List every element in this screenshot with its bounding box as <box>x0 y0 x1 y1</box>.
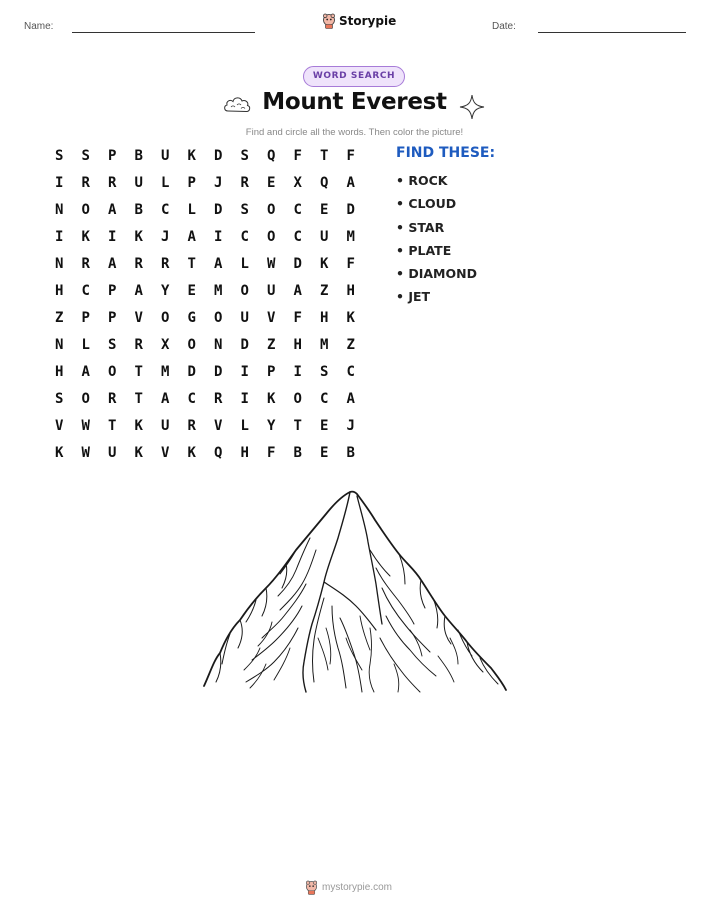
grid-letter[interactable]: K <box>81 229 90 245</box>
grid-letter[interactable]: P <box>187 175 196 191</box>
grid-letter[interactable]: F <box>346 256 355 272</box>
grid-letter[interactable]: U <box>320 229 329 245</box>
grid-letter[interactable]: P <box>108 283 117 299</box>
grid-letter[interactable]: Y <box>267 418 276 434</box>
grid-letter[interactable]: S <box>55 391 64 407</box>
grid-letter[interactable]: K <box>187 148 196 164</box>
grid-letter[interactable]: D <box>293 256 302 272</box>
grid-letter[interactable]: L <box>187 202 196 218</box>
grid-letter[interactable]: R <box>134 256 143 272</box>
grid-letter[interactable]: A <box>81 364 90 380</box>
grid-letter[interactable]: S <box>320 364 329 380</box>
grid-letter[interactable]: L <box>240 418 249 434</box>
grid-letter[interactable]: M <box>214 283 223 299</box>
grid-letter[interactable]: R <box>214 391 223 407</box>
grid-letter[interactable]: Y <box>161 283 170 299</box>
grid-letter[interactable]: R <box>81 175 90 191</box>
grid-letter[interactable]: E <box>187 283 196 299</box>
grid-row <box>46 280 366 307</box>
grid-letter[interactable]: Z <box>267 337 276 353</box>
grid-letter[interactable]: V <box>134 310 143 326</box>
grid-letter[interactable]: D <box>187 364 196 380</box>
grid-letter[interactable]: I <box>55 175 64 191</box>
grid-letter[interactable]: T <box>187 256 196 272</box>
grid-letter[interactable]: M <box>161 364 170 380</box>
grid-letter[interactable]: L <box>81 337 90 353</box>
grid-letter[interactable]: S <box>240 148 249 164</box>
grid-letter[interactable]: V <box>161 445 170 461</box>
grid-letter[interactable]: K <box>346 310 355 326</box>
storypie-mascot-icon <box>322 13 336 29</box>
grid-letter[interactable]: R <box>240 175 249 191</box>
grid-letter[interactable]: T <box>134 391 143 407</box>
grid-letter[interactable]: U <box>161 418 170 434</box>
grid-letter[interactable]: O <box>187 337 196 353</box>
grid-letter[interactable]: L <box>240 256 249 272</box>
grid-letter[interactable]: U <box>161 148 170 164</box>
grid-row <box>46 307 366 334</box>
grid-letter[interactable]: F <box>293 310 302 326</box>
grid-letter[interactable]: B <box>293 445 302 461</box>
grid-letter[interactable]: R <box>161 256 170 272</box>
instructions: Find and circle all the words. Then color the picture! <box>245 127 464 138</box>
grid-letter[interactable]: K <box>134 229 143 245</box>
grid-row <box>46 199 366 226</box>
grid-letter[interactable]: O <box>161 310 170 326</box>
grid-letter[interactable]: F <box>346 148 355 164</box>
grid-letter[interactable]: O <box>81 202 90 218</box>
grid-row <box>46 334 366 361</box>
grid-letter[interactable]: H <box>320 310 329 326</box>
grid-letter[interactable]: A <box>346 175 355 191</box>
grid-letter[interactable]: H <box>55 283 64 299</box>
grid-letter[interactable]: O <box>81 391 90 407</box>
grid-letter[interactable]: J <box>214 175 223 191</box>
grid-letter[interactable]: R <box>108 175 117 191</box>
grid-letter[interactable]: I <box>293 364 302 380</box>
grid-letter[interactable]: E <box>267 175 276 191</box>
grid-letter[interactable]: D <box>214 202 223 218</box>
sparkle-star-icon <box>459 94 485 120</box>
find-these-heading: FIND THESE: <box>396 145 496 161</box>
grid-letter[interactable]: R <box>187 418 196 434</box>
grid-letter[interactable]: W <box>267 256 276 272</box>
grid-letter[interactable]: O <box>108 364 117 380</box>
grid-letter[interactable]: S <box>240 202 249 218</box>
grid-letter[interactable]: X <box>161 337 170 353</box>
grid-letter[interactable]: Q <box>320 175 329 191</box>
grid-letter[interactable]: F <box>293 148 302 164</box>
grid-letter[interactable]: D <box>346 202 355 218</box>
grid-letter[interactable]: Q <box>267 148 276 164</box>
grid-letter[interactable]: J <box>161 229 170 245</box>
grid-letter[interactable]: A <box>293 283 302 299</box>
grid-letter[interactable]: C <box>320 391 329 407</box>
grid-letter[interactable]: T <box>320 148 329 164</box>
grid-letter[interactable]: S <box>81 148 90 164</box>
grid-letter[interactable]: D <box>214 148 223 164</box>
grid-letter[interactable]: O <box>267 229 276 245</box>
grid-letter[interactable]: S <box>108 337 117 353</box>
name-label: Name: <box>24 21 54 32</box>
grid-letter[interactable]: Z <box>346 337 355 353</box>
grid-letter[interactable]: D <box>240 337 249 353</box>
grid-letter[interactable]: A <box>346 391 355 407</box>
grid-letter[interactable]: G <box>187 310 196 326</box>
grid-letter[interactable]: R <box>81 256 90 272</box>
grid-letter[interactable]: K <box>55 445 64 461</box>
grid-letter[interactable]: I <box>240 364 249 380</box>
grid-letter[interactable]: L <box>161 175 170 191</box>
date-label: Date: <box>492 21 516 32</box>
grid-letter[interactable]: F <box>267 445 276 461</box>
grid-letter[interactable]: I <box>108 229 117 245</box>
grid-letter[interactable]: U <box>134 175 143 191</box>
grid-letter[interactable]: E <box>320 202 329 218</box>
word-list-item: • PLATE <box>396 242 452 258</box>
grid-letter[interactable]: C <box>187 391 196 407</box>
grid-letter[interactable]: E <box>320 418 329 434</box>
grid-letter[interactable]: Q <box>214 445 223 461</box>
grid-letter[interactable]: C <box>81 283 90 299</box>
word-list <box>396 172 477 312</box>
grid-letter[interactable]: H <box>55 364 64 380</box>
grid-letter[interactable]: R <box>108 391 117 407</box>
grid-letter[interactable]: O <box>293 391 302 407</box>
grid-letter[interactable]: U <box>267 283 276 299</box>
grid-letter[interactable]: K <box>267 391 276 407</box>
grid-letter[interactable]: H <box>293 337 302 353</box>
grid-letter[interactable]: N <box>55 202 64 218</box>
grid-letter[interactable]: V <box>214 418 223 434</box>
grid-letter[interactable]: K <box>134 418 143 434</box>
grid-letter[interactable]: I <box>55 229 64 245</box>
grid-letter[interactable]: M <box>320 337 329 353</box>
grid-letter[interactable]: A <box>108 256 117 272</box>
grid-letter[interactable]: Z <box>55 310 64 326</box>
grid-letter[interactable]: Z <box>320 283 329 299</box>
grid-letter[interactable]: C <box>293 202 302 218</box>
grid-row <box>46 415 366 442</box>
grid-letter[interactable]: N <box>55 256 64 272</box>
storypie-mascot-icon <box>305 880 318 895</box>
word-list-item: • STAR <box>396 219 445 235</box>
grid-letter[interactable]: B <box>346 445 355 461</box>
footer-url: mystorypie.com <box>322 882 393 893</box>
grid-letter[interactable]: S <box>55 148 64 164</box>
grid-letter[interactable]: I <box>240 391 249 407</box>
grid-row <box>46 361 366 388</box>
word-list-item: • JET <box>396 289 431 305</box>
grid-row <box>46 172 366 199</box>
grid-letter[interactable]: O <box>240 283 249 299</box>
grid-letter[interactable]: U <box>108 445 117 461</box>
grid-letter[interactable]: W <box>81 418 90 434</box>
grid-letter[interactable]: H <box>346 283 355 299</box>
grid-letter[interactable]: B <box>134 202 143 218</box>
grid-letter[interactable]: P <box>108 310 117 326</box>
grid-row <box>46 253 366 280</box>
date-line <box>538 32 686 33</box>
grid-letter[interactable]: T <box>134 364 143 380</box>
grid-letter[interactable]: C <box>240 229 249 245</box>
grid-row <box>46 226 366 253</box>
grid-letter[interactable]: D <box>214 364 223 380</box>
grid-letter[interactable]: A <box>214 256 223 272</box>
grid-letter[interactable]: V <box>267 310 276 326</box>
grid-letter[interactable]: P <box>267 364 276 380</box>
grid-letter[interactable]: N <box>214 337 223 353</box>
grid-letter[interactable]: N <box>55 337 64 353</box>
grid-row <box>46 388 366 415</box>
grid-letter[interactable]: H <box>240 445 249 461</box>
brand-logo <box>322 13 396 29</box>
page-title: Mount Everest <box>262 89 447 115</box>
grid-letter[interactable]: C <box>293 229 302 245</box>
grid-letter[interactable]: K <box>187 445 196 461</box>
grid-letter[interactable]: V <box>55 418 64 434</box>
grid-letter[interactable]: P <box>108 148 117 164</box>
grid-letter[interactable]: A <box>161 391 170 407</box>
word-list-item: • DIAMOND <box>396 266 477 282</box>
grid-letter[interactable]: U <box>240 310 249 326</box>
word-list-item: • ROCK <box>396 173 448 188</box>
grid-letter[interactable]: K <box>320 256 329 272</box>
grid-letter[interactable]: K <box>134 445 143 461</box>
grid-letter[interactable]: T <box>293 418 302 434</box>
word-search-grid <box>46 145 366 469</box>
grid-letter[interactable]: W <box>81 445 90 461</box>
grid-letter[interactable]: O <box>214 310 223 326</box>
grid-letter[interactable]: O <box>267 202 276 218</box>
grid-letter[interactable]: J <box>346 418 355 434</box>
footer <box>305 880 392 895</box>
word-list-item: • CLOUD <box>396 196 457 212</box>
grid-letter[interactable]: R <box>134 337 143 353</box>
grid-letter[interactable]: A <box>187 229 196 245</box>
grid-letter[interactable]: P <box>81 310 90 326</box>
name-line <box>72 32 255 33</box>
grid-letter[interactable]: A <box>134 283 143 299</box>
grid-letter[interactable]: M <box>346 229 355 245</box>
grid-letter[interactable]: I <box>214 229 223 245</box>
grid-letter[interactable]: C <box>161 202 170 218</box>
grid-row <box>46 442 366 469</box>
grid-letter[interactable]: B <box>134 148 143 164</box>
grid-letter[interactable]: X <box>293 175 302 191</box>
mountain-illustration <box>200 488 510 703</box>
word-search-badge: WORD SEARCH <box>303 66 405 87</box>
grid-letter[interactable]: A <box>108 202 117 218</box>
brand-name: Storypie <box>339 14 397 28</box>
grid-letter[interactable]: E <box>320 445 329 461</box>
grid-letter[interactable]: C <box>346 364 355 380</box>
grid-row <box>46 145 366 172</box>
grid-letter[interactable]: T <box>108 418 117 434</box>
